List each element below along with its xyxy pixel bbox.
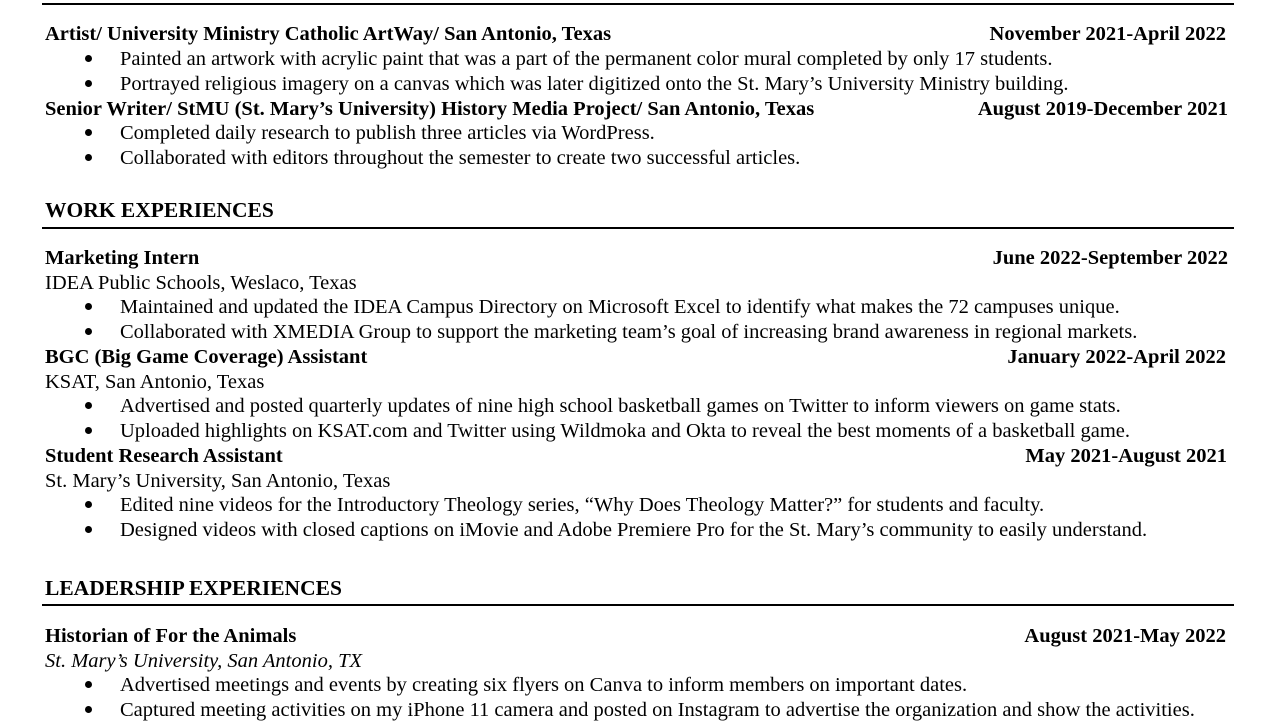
experience-entry-artist [45,22,1228,97]
bullet-icon [85,154,92,161]
bullet-icon [85,706,92,713]
bullet-item: Collaborated with XMEDIA Group to support the marketing team’s goal of increasing brand awareness in regional markets. [45,320,1228,345]
bullet-item: Maintained and updated the IDEA Campus Directory on Microsoft Excel to identify what makes the 72 campuses unique. [45,295,1228,320]
entry-title: Senior Writer/ StMU (St. Mary’s University) History Media Project/ San Antonio, Texas [45,97,815,120]
entry-bullets [45,295,1228,345]
bullet-item: Captured meeting activities on my iPhone 11 camera and posted on Instagram to advertise the organization and show the activities. [45,698,1228,723]
work-entry-student-research-assistant [45,444,1228,543]
entry-date: May 2021-August 2021 [1025,445,1227,467]
bullet-icon [85,80,92,87]
entry-bullets [45,47,1228,97]
bullet-icon [85,328,92,335]
bullet-item: Advertised and posted quarterly updates of nine high school basketball games on Twitter to inform viewers on game stats. [45,394,1228,419]
section-title-work: WORK EXPERIENCES [45,198,274,222]
experience-entry-senior-writer [45,97,1228,172]
bullet-item: Collaborated with editors throughout the semester to create two successful articles. [45,146,1228,171]
section-divider-top [42,3,1234,5]
bullet-item: Designed videos with closed captions on iMovie and Adobe Premiere Pro for the St. Mary’s community to easily understand. [45,518,1228,543]
bullet-icon [85,402,92,409]
entry-header [45,97,1228,122]
entry-date: August 2019-December 2021 [977,97,1228,120]
section-divider-work [42,227,1234,229]
entry-organization: St. Mary’s University, San Antonio, Texas [45,469,391,492]
entry-header [45,444,1228,469]
entry-header [45,246,1228,271]
entry-title: Artist/ University Ministry Catholic ArtWay/ San Antonio, Texas [45,23,612,45]
entry-bullets [45,493,1228,543]
section-title-leadership: LEADERSHIP EXPERIENCES [45,576,342,600]
entry-title: Marketing Intern [45,247,200,269]
entry-organization: KSAT, San Antonio, Texas [45,370,265,393]
bullet-item: Advertised meetings and events by creating six flyers on Canva to inform members on important dates. [45,673,1228,698]
entry-title: Student Research Assistant [45,445,283,467]
entry-header [45,624,1228,649]
entry-date: January 2022-April 2022 [1007,346,1226,368]
entry-organization: IDEA Public Schools, Weslaco, Texas [45,271,357,294]
bullet-item: Portrayed religious imagery on a canvas which was later digitized onto the St. Mary’s University Ministry building. [45,72,1228,97]
entry-title: Historian of For the Animals [45,625,297,647]
work-entry-bgc-assistant [45,345,1228,444]
bullet-icon [85,55,92,62]
entry-title: BGC (Big Game Coverage) Assistant [45,346,368,368]
entry-organization: St. Mary’s University, San Antonio, TX [45,649,362,672]
bullet-icon [85,129,92,136]
work-section-entries [45,246,1228,543]
bullet-item: Completed daily research to publish three articles via WordPress. [45,121,1228,146]
leadership-entry-historian [45,624,1228,723]
bullet-item: Edited nine videos for the Introductory Theology series, “Why Does Theology Matter?” for students and faculty. [45,493,1228,518]
entry-bullets [45,394,1228,444]
section-divider-leadership [42,604,1234,606]
bullet-icon [85,681,92,688]
bullet-icon [85,501,92,508]
entry-date: August 2021-May 2022 [1024,625,1226,647]
entry-bullets [45,673,1228,723]
bullet-item: Painted an artwork with acrylic paint that was a part of the permanent color mural completed by only 17 students. [45,47,1228,72]
bullet-icon [85,526,92,533]
entry-header [45,22,1228,47]
leadership-section-entries [45,624,1228,723]
entry-date: June 2022-September 2022 [992,247,1228,269]
entry-bullets [45,121,1228,171]
entry-date: November 2021-April 2022 [989,23,1226,45]
bullet-icon [85,303,92,310]
work-entry-marketing-intern [45,246,1228,345]
entry-header [45,345,1228,370]
bullet-icon [85,427,92,434]
previous-section-entries [45,22,1228,171]
bullet-item: Uploaded highlights on KSAT.com and Twitter using Wildmoka and Okta to reveal the best moments of a basketball game. [45,419,1228,444]
